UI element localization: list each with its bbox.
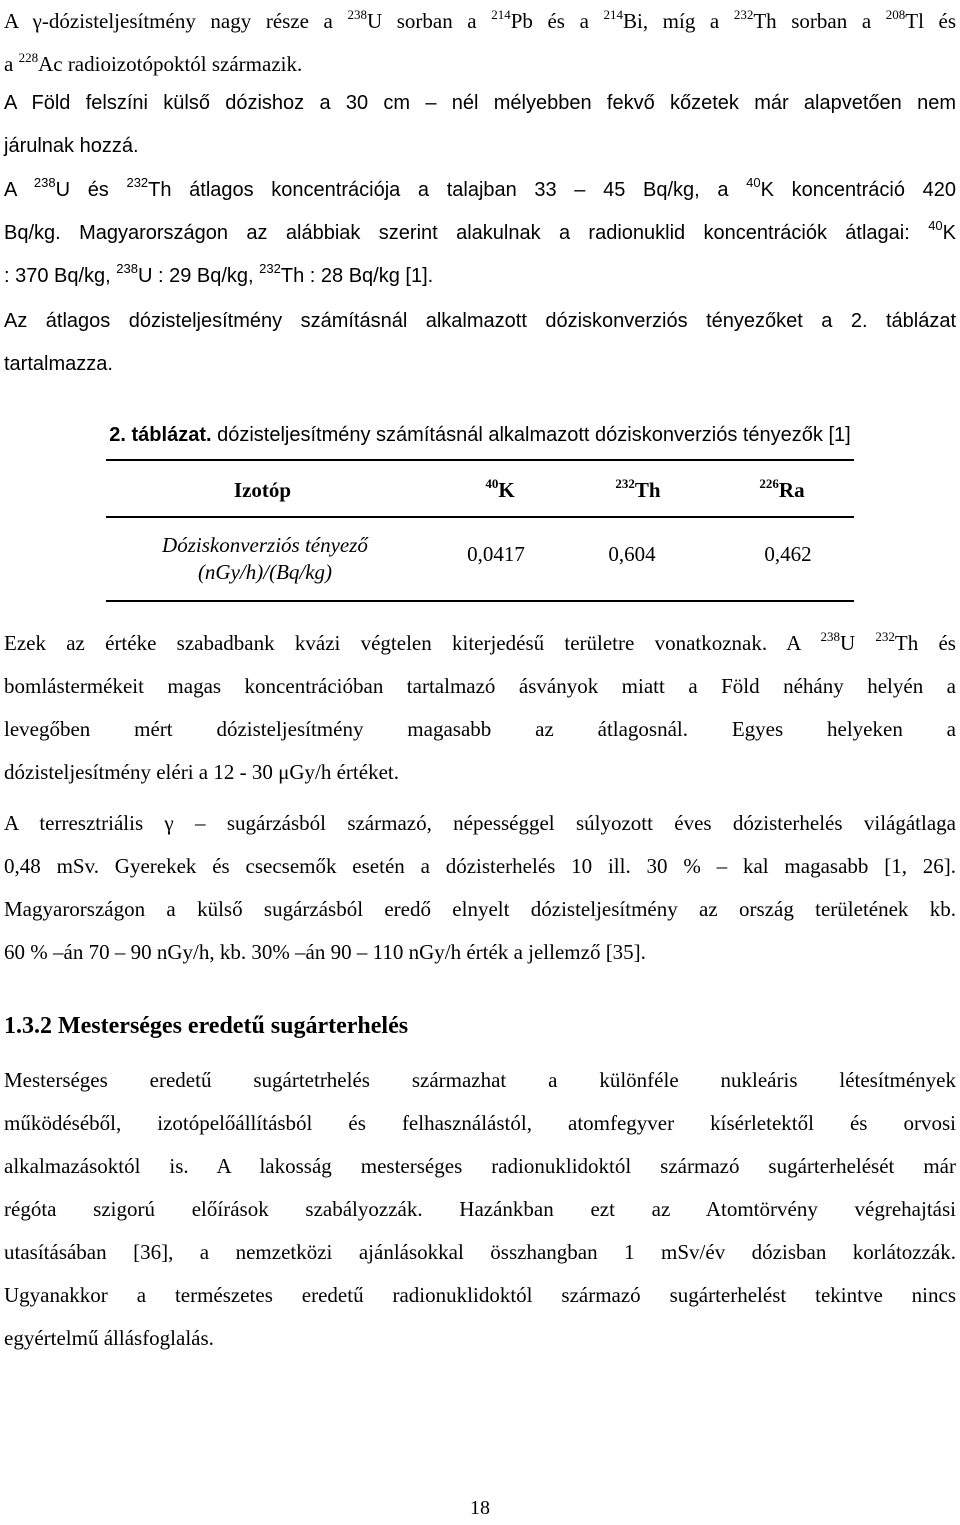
page-number: 18	[470, 1497, 490, 1519]
text-run: K	[942, 222, 956, 244]
paragraph-gamma-sources	[4, 0, 956, 86]
text-run: U és	[55, 179, 127, 201]
text-run: Ezek az értéke szabadbank kvázi végtelen kiterjedésű területre vonatkoznak. A	[4, 631, 821, 655]
text-line: Magyarországon a külső sugárzásból eredő elnyelt dózisteljesítmény az ország területének kb.	[4, 897, 956, 921]
text-run: Bi, míg a	[622, 9, 734, 33]
superscript: 214	[491, 7, 511, 22]
superscript: 232	[733, 7, 754, 22]
paragraph-artificial-exposure	[4, 1059, 956, 1360]
table-header-rule	[106, 516, 854, 518]
text-line: levegőben mért dózisteljesítmény magasabb az átlagosnál. Egyes helyeken a	[4, 717, 956, 741]
table-caption	[0, 414, 960, 457]
superscript: 238	[820, 629, 840, 644]
superscript: 208	[885, 7, 906, 22]
text-run: Th átlagos koncentrációja a talajban 33 – 45 Bq/kg, a	[148, 179, 747, 201]
paragraph-concentrations	[4, 169, 956, 298]
text-line: dózisteljesítmény eléri a 12 - 30 μGy/h értéket.	[4, 760, 399, 784]
paragraph-surface-dose	[4, 82, 956, 168]
text-run: A γ-dózisteljesítmény nagy része a	[4, 9, 348, 33]
text-run: U sorban a	[366, 9, 492, 33]
text-line: A terresztriális γ – sugárzásból származó, népességgel súlyozott éves dózisterhelés világátlaga	[4, 811, 956, 835]
table-cell-ra226: 0,462	[764, 542, 812, 566]
text-run: Th és	[894, 631, 956, 655]
text-run: a	[4, 52, 19, 76]
table-cell-th232: 0,604	[608, 542, 656, 566]
superscript: 228	[18, 50, 39, 65]
text-line	[4, 169, 956, 212]
text-line: működéséből, izotópelőállításból és felhasználástól, atomfegyver kísérletektől és orvosi	[4, 1111, 956, 1135]
table-top-rule	[106, 459, 854, 461]
text-run: Th : 28 Bq/kg [1].	[280, 265, 434, 287]
superscript: 40	[928, 218, 943, 233]
text-run: U	[839, 631, 876, 655]
isotope-symbol: Th	[634, 478, 661, 502]
text-line: régóta szigorú előírások szabályozzák. Hazánkban ezt az Atomtörvény végrehajtási	[4, 1197, 956, 1221]
paragraph-table-reference	[4, 300, 956, 386]
text-line: egyértelmű állásfoglalás.	[4, 1326, 214, 1350]
paragraph-terrestrial-dose	[4, 802, 956, 974]
table-header-k40	[440, 470, 560, 510]
superscript: 214	[603, 7, 623, 22]
table-header-th232	[578, 470, 698, 510]
isotope-symbol: Ra	[778, 478, 805, 502]
paragraph-values-note	[4, 622, 956, 794]
text-run: K koncentráció 420	[760, 179, 956, 201]
table-caption-text: dózisteljesítmény számításnál alkalmazott dóziskonverziós tényezők [1]	[211, 424, 851, 446]
text-run: A	[4, 179, 34, 201]
superscript: 40	[485, 476, 499, 491]
text-line: bomlástermékeit magas koncentrációban tartalmazó ásványok miatt a Föld néhány helyén a	[4, 674, 956, 698]
text-line: alkalmazásoktól is. A lakosság mesterséges radionuklidoktól származó sugárterhelését már	[4, 1154, 956, 1178]
text-line	[4, 43, 956, 86]
text-run: U : 29 Bq/kg,	[138, 265, 260, 287]
text-run: Bq/kg. Magyarországon az alábbiak szerint alakulnak a radionuklid koncentrációk átlagai:	[4, 222, 929, 244]
text-run: Ac radioizotópoktól származik.	[38, 52, 303, 76]
superscript: 226	[759, 476, 779, 491]
text-line: 0,48 mSv. Gyerekek és csecsemők esetén a dózisterhelés 10 ill. 30 % – kal magasabb [1, 26].	[4, 854, 956, 878]
text-line	[4, 212, 956, 255]
superscript: 232	[259, 261, 281, 276]
table-cell-k40: 0,0417	[467, 542, 525, 566]
row-label-line: Dóziskonverziós tényező	[162, 533, 368, 557]
text-line: tartalmazza.	[4, 353, 113, 375]
table-header-ra226	[722, 470, 842, 510]
text-line	[4, 622, 956, 665]
superscript: 232	[875, 629, 895, 644]
text-line: járulnak hozzá.	[4, 135, 139, 157]
superscript: 232	[126, 175, 149, 190]
text-line: utasításában [36], a nemzetközi ajánlásokkal összhangban 1 mSv/év dózisban korlátozzák.	[4, 1240, 956, 1264]
text-run: Tl és	[905, 9, 956, 33]
text-line: Az átlagos dózisteljesítmény számításnál alkalmazott dóziskonverziós tényezőket a 2. táblázat	[4, 310, 956, 332]
superscript: 40	[746, 175, 761, 190]
section-heading: 1.3.2 Mesterséges eredetű sugárterhelés	[4, 1013, 409, 1039]
row-label-unit: (nGy/h)/(Bq/kg)	[197, 560, 333, 584]
text-line: A Föld felszíni külső dózishoz a 30 cm – nél mélyebben fekvő kőzetek már alapvetően nem	[4, 92, 956, 114]
table-bottom-rule	[106, 600, 854, 602]
text-run: Pb és a	[510, 9, 604, 33]
table-header-isotope: Izotóp	[233, 478, 292, 502]
isotope-symbol: K	[498, 478, 515, 502]
superscript: 238	[116, 261, 138, 276]
text-line: 60 % –án 70 – 90 nGy/h, kb. 30% –án 90 – 110 nGy/h érték a jellemző [35].	[4, 940, 646, 964]
text-run: Th sorban a	[753, 9, 886, 33]
text-line	[4, 255, 956, 298]
text-line: Mesterséges eredetű sugártetrhelés származhat a különféle nukleáris létesítmények	[4, 1068, 956, 1092]
table-caption-label: 2. táblázat.	[109, 424, 212, 446]
text-line: Ugyanakkor a természetes eredetű radionuklidoktól származó sugárterhelést tekintve nincs	[4, 1283, 956, 1307]
text-run: : 370 Bq/kg,	[4, 265, 117, 287]
superscript: 238	[33, 175, 56, 190]
text-line	[4, 0, 956, 43]
superscript: 238	[347, 7, 367, 22]
superscript: 232	[615, 476, 635, 491]
table-row-label	[120, 532, 410, 586]
